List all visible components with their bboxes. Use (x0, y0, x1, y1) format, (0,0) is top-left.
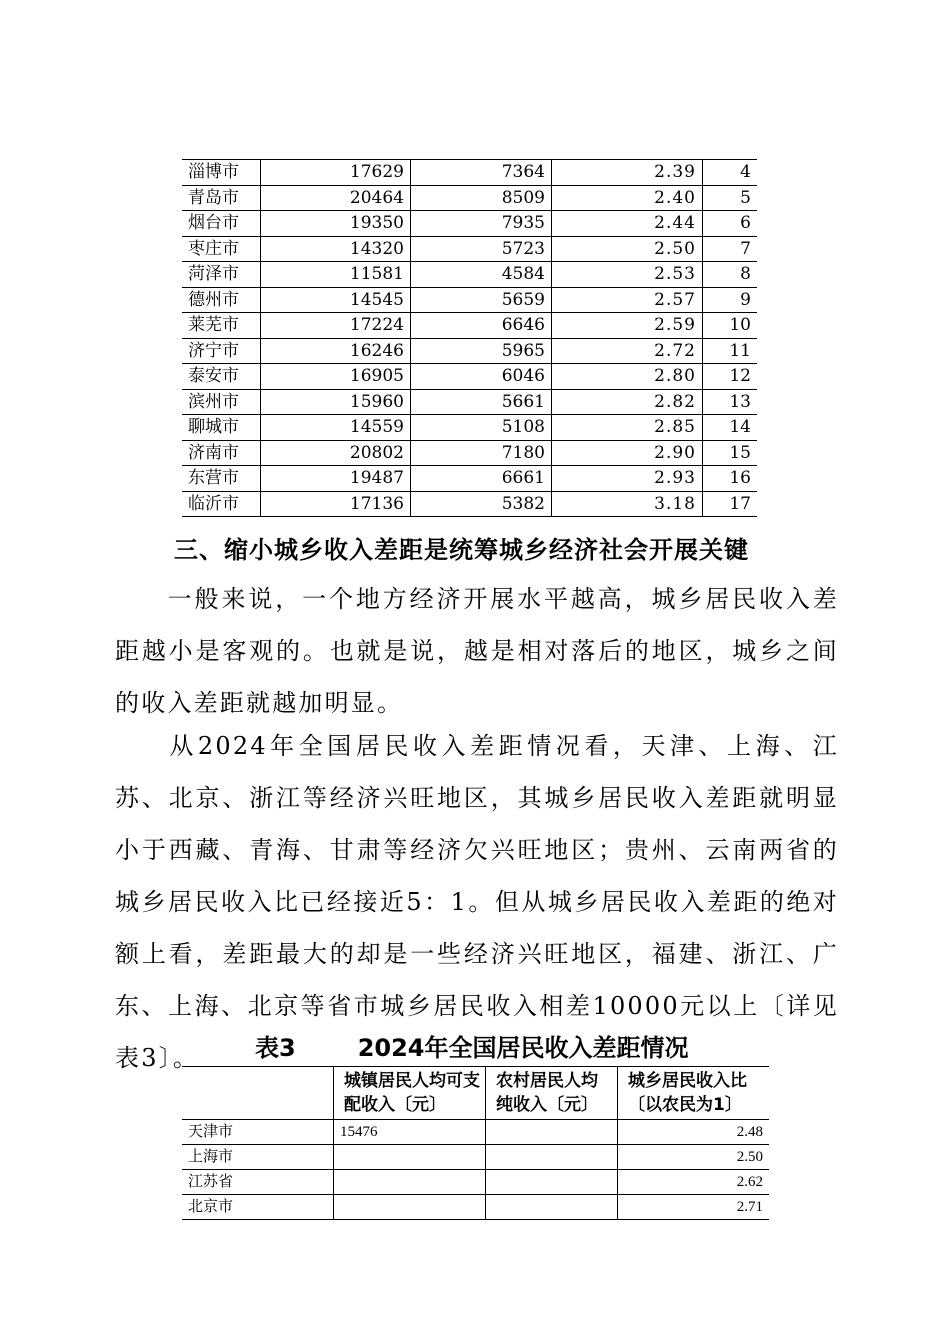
table-cell-region: 江苏省 (182, 1170, 334, 1195)
table-row (182, 262, 757, 288)
table-header-cell (182, 1067, 334, 1120)
table-cell-city: 聊城市 (182, 415, 261, 441)
table-cell-ratio: 2.50 (618, 1145, 770, 1170)
table-cell-urban: 14559 (261, 415, 411, 441)
table-row (182, 1195, 769, 1220)
table-cell-rural (486, 1170, 618, 1195)
table-cell-urban: 14320 (261, 236, 411, 262)
table3-caption-title: 2024年全国居民收入差距情况 (357, 1034, 689, 1062)
section-heading: 三、缩小城乡收入差距是统筹城乡经济社会开展关键 (174, 536, 749, 564)
table-cell-ratio: 2.62 (618, 1170, 770, 1195)
table-cell-rural: 5723 (411, 236, 552, 262)
table-cell-urban: 17629 (261, 160, 411, 186)
table-cell-ratio: 2.72 (552, 338, 703, 364)
table3-caption-label: 表3 (255, 1034, 296, 1062)
table-cell-city: 烟台市 (182, 211, 261, 237)
table-row (182, 440, 757, 466)
city-income-table (182, 159, 757, 517)
table-cell-rank: 7 (703, 236, 758, 262)
table-cell-rank: 17 (703, 491, 758, 517)
table-cell-ratio: 2.82 (552, 389, 703, 415)
table-cell-rank: 4 (703, 160, 758, 186)
table-cell-rural: 5659 (411, 287, 552, 313)
table-cell-urban: 20464 (261, 185, 411, 211)
table-cell-ratio: 2.80 (552, 364, 703, 390)
table-row (182, 236, 757, 262)
table-cell-ratio: 2.59 (552, 313, 703, 339)
table-cell-rural: 5108 (411, 415, 552, 441)
table-header-cell: 农村居民人均纯收入〔元〕 (486, 1067, 618, 1120)
table-cell-urban: 14545 (261, 287, 411, 313)
table-cell-rural: 7935 (411, 211, 552, 237)
table-row (182, 211, 757, 237)
table-header-row (182, 1067, 769, 1120)
national-income-table (182, 1066, 769, 1220)
table-cell-urban (334, 1195, 486, 1220)
table-cell-city: 济宁市 (182, 338, 261, 364)
table-row (182, 491, 757, 517)
table-cell-urban: 15476 (334, 1120, 486, 1145)
table-cell-city: 青岛市 (182, 185, 261, 211)
table-cell-rural (486, 1120, 618, 1145)
table-cell-rural (486, 1195, 618, 1220)
table-row (182, 287, 757, 313)
table-cell-urban: 16246 (261, 338, 411, 364)
table-cell-urban: 19350 (261, 211, 411, 237)
table-cell-rank: 6 (703, 211, 758, 237)
table-cell-rank: 8 (703, 262, 758, 288)
table-cell-rank: 16 (703, 466, 758, 492)
table-row (182, 1145, 769, 1170)
table-cell-ratio: 3.18 (552, 491, 703, 517)
table-cell-rural: 6646 (411, 313, 552, 339)
table-cell-ratio: 2.50 (552, 236, 703, 262)
table-row (182, 313, 757, 339)
paragraph-1-text: 一般来说，一个地方经济开展水平越高，城乡居民收入差距越小是客观的。也就是说，越是相对落后的地区，城乡之间的收入差距就越加明显。 (115, 585, 839, 717)
table-cell-rank: 9 (703, 287, 758, 313)
table-cell-city: 泰安市 (182, 364, 261, 390)
table-cell-rural: 4584 (411, 262, 552, 288)
table-cell-ratio: 2.53 (552, 262, 703, 288)
table-row (182, 364, 757, 390)
table-cell-ratio: 2.39 (552, 160, 703, 186)
table-cell-urban: 17136 (261, 491, 411, 517)
table-cell-ratio: 2.48 (618, 1120, 770, 1145)
table-row (182, 389, 757, 415)
table-cell-rural: 7180 (411, 440, 552, 466)
table-header-cell: 城乡居民收入比〔以农民为1〕 (618, 1067, 770, 1120)
paragraph-2-text: 从2024年全国居民收入差距情况看，天津、上海、江苏、北京、浙江等经济兴旺地区，其城乡居民收入差距就明显小于西藏、青海、甘肃等经济欠兴旺地区；贵州、云南两省的城乡居民收入比已经接近5：1。但从城乡居民收入差距的绝对额上看，差距最大的却是一些经济兴旺地区，福建、浙江、广东、上海、北京等省市城乡居民收入相差10000元以上〔详见表3〕。 (115, 732, 839, 1072)
table3-caption (255, 1028, 689, 1063)
table-cell-ratio: 2.57 (552, 287, 703, 313)
city-income-table-body (182, 160, 757, 517)
table-row (182, 185, 757, 211)
table-cell-region: 北京市 (182, 1195, 334, 1220)
table-cell-city: 淄博市 (182, 160, 261, 186)
table-cell-rank: 13 (703, 389, 758, 415)
table-cell-rank: 14 (703, 415, 758, 441)
national-income-table-body (182, 1120, 769, 1220)
table-cell-region: 天津市 (182, 1120, 334, 1145)
table-cell-rank: 15 (703, 440, 758, 466)
table-cell-rank: 12 (703, 364, 758, 390)
table-cell-ratio: 2.40 (552, 185, 703, 211)
table-row (182, 415, 757, 441)
table-cell-city: 菏泽市 (182, 262, 261, 288)
table-cell-urban: 20802 (261, 440, 411, 466)
table-cell-city: 济南市 (182, 440, 261, 466)
table-cell-urban: 19487 (261, 466, 411, 492)
table-cell-rank: 5 (703, 185, 758, 211)
table-cell-ratio: 2.93 (552, 466, 703, 492)
table-cell-rank: 11 (703, 338, 758, 364)
paragraph-1 (115, 573, 839, 729)
table-cell-ratio: 2.71 (618, 1195, 770, 1220)
table-cell-city: 临沂市 (182, 491, 261, 517)
table-cell-urban: 11581 (261, 262, 411, 288)
table-cell-ratio: 2.44 (552, 211, 703, 237)
table-cell-rank: 10 (703, 313, 758, 339)
table-cell-rural: 5382 (411, 491, 552, 517)
table-cell-urban: 15960 (261, 389, 411, 415)
table-cell-rural: 6046 (411, 364, 552, 390)
table-cell-rural: 6661 (411, 466, 552, 492)
table-header-cell: 城镇居民人均可支配收入〔元〕 (334, 1067, 486, 1120)
table-cell-rural (486, 1145, 618, 1170)
table-cell-region: 上海市 (182, 1145, 334, 1170)
table-cell-urban: 16905 (261, 364, 411, 390)
table-cell-city: 东营市 (182, 466, 261, 492)
table-cell-urban (334, 1145, 486, 1170)
table-cell-urban: 17224 (261, 313, 411, 339)
table-cell-rural: 5661 (411, 389, 552, 415)
table-cell-rural: 8509 (411, 185, 552, 211)
table-cell-ratio: 2.85 (552, 415, 703, 441)
table-row (182, 160, 757, 186)
table-cell-city: 枣庄市 (182, 236, 261, 262)
table-cell-rural: 5965 (411, 338, 552, 364)
table-cell-rural: 7364 (411, 160, 552, 186)
table-cell-city: 莱芜市 (182, 313, 261, 339)
table-row (182, 466, 757, 492)
table-row (182, 338, 757, 364)
table-cell-city: 德州市 (182, 287, 261, 313)
table-row (182, 1170, 769, 1195)
table-cell-ratio: 2.90 (552, 440, 703, 466)
table-cell-city: 滨州市 (182, 389, 261, 415)
table-cell-urban (334, 1170, 486, 1195)
table-row (182, 1120, 769, 1145)
